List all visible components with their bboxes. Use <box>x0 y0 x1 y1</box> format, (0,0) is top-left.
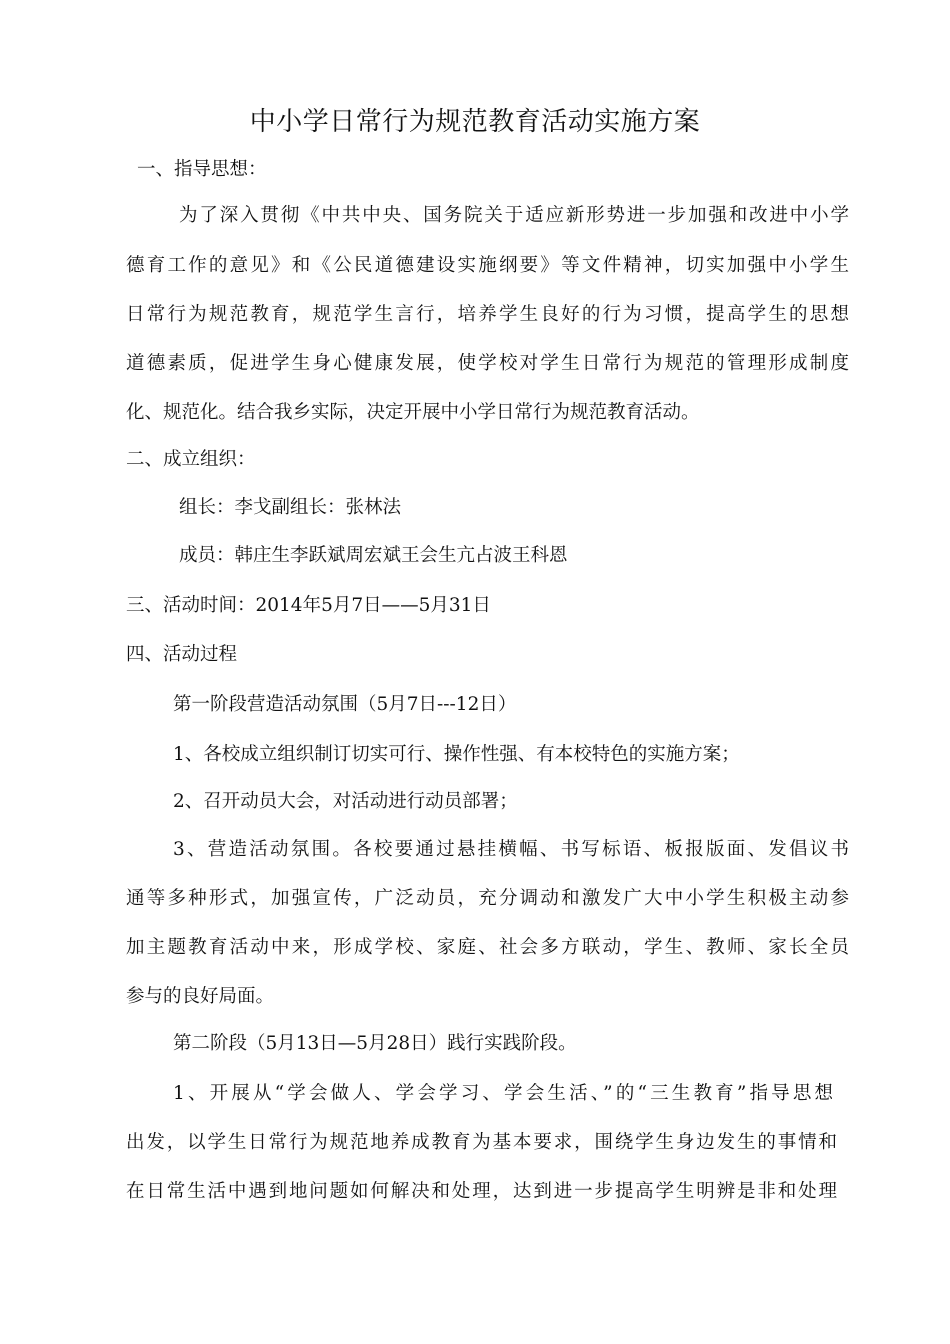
document-title: 中小学日常行为规范教育活动实施方案 <box>249 107 701 137</box>
group-leaders: 组长：李戈副组长：张林法 <box>179 497 402 518</box>
paragraph-line: 加主题教育活动中来，形成学校、家庭、社会多方联动，学生、教师、家长全员 <box>126 937 849 958</box>
group-members: 成员：韩庄生李跃斌周宏斌王会生亢占波王科恩 <box>179 545 568 566</box>
paragraph-line: 出发，以学生日常行为规范地养成教育为基本要求，围绕学生身边发生的事情和 <box>126 1132 837 1153</box>
section-4-heading: 四、活动过程 <box>126 644 238 665</box>
paragraph-line: 为了深入贯彻《中共中央、国务院关于适应新形势进一步加强和改进中小学 <box>179 205 849 226</box>
paragraph-line: 通等多种形式，加强宣传，广泛动员，充分调动和激发广大中小学生积极主动参 <box>126 888 849 909</box>
phase-1-item-1: 1、各校成立组织制订切实可行、操作性强、有本校特色的实施方案； <box>173 744 740 765</box>
section-1-heading: 一、指导思想： <box>137 159 267 180</box>
paragraph-line: 在日常生活中遇到地问题如何解决和处理，达到进一步提高学生明辨是非和处理 <box>126 1181 837 1202</box>
phase-2-title: 第二阶段（5月13日—5月28日）践行实践阶段。 <box>173 1033 577 1054</box>
paragraph-line: 日常行为规范教育，规范学生言行，培养学生良好的行为习惯，提高学生的思想 <box>126 304 849 325</box>
phase-1-item-2: 2、召开动员大会，对活动进行动员部署； <box>173 791 518 812</box>
paragraph-line: 道德素质，促进学生身心健康发展，使学校对学生日常行为规范的管理形成制度 <box>126 353 849 374</box>
paragraph-line: 3、营造活动氛围。各校要通过悬挂横幅、书写标语、板报版面、发倡议书 <box>173 839 849 860</box>
paragraph-line: 1、开展从“学会做人、学会学习、学会生活、”的“三生教育”指导思想 <box>173 1083 833 1104</box>
paragraph-line: 德育工作的意见》和《公民道德建设实施纲要》等文件精神，切实加强中小学生 <box>126 255 849 276</box>
section-3-heading: 三、活动时间：2014年5月7日——5月31日 <box>126 595 491 616</box>
phase-1-title: 第一阶段营造活动氛围（5月7日---12日） <box>173 694 517 715</box>
paragraph-line: 化、规范化。结合我乡实际，决定开展中小学日常行为规范教育活动。 <box>126 402 700 423</box>
paragraph-line: 参与的良好局面。 <box>126 986 275 1007</box>
section-2-heading: 二、成立组织： <box>126 449 256 470</box>
